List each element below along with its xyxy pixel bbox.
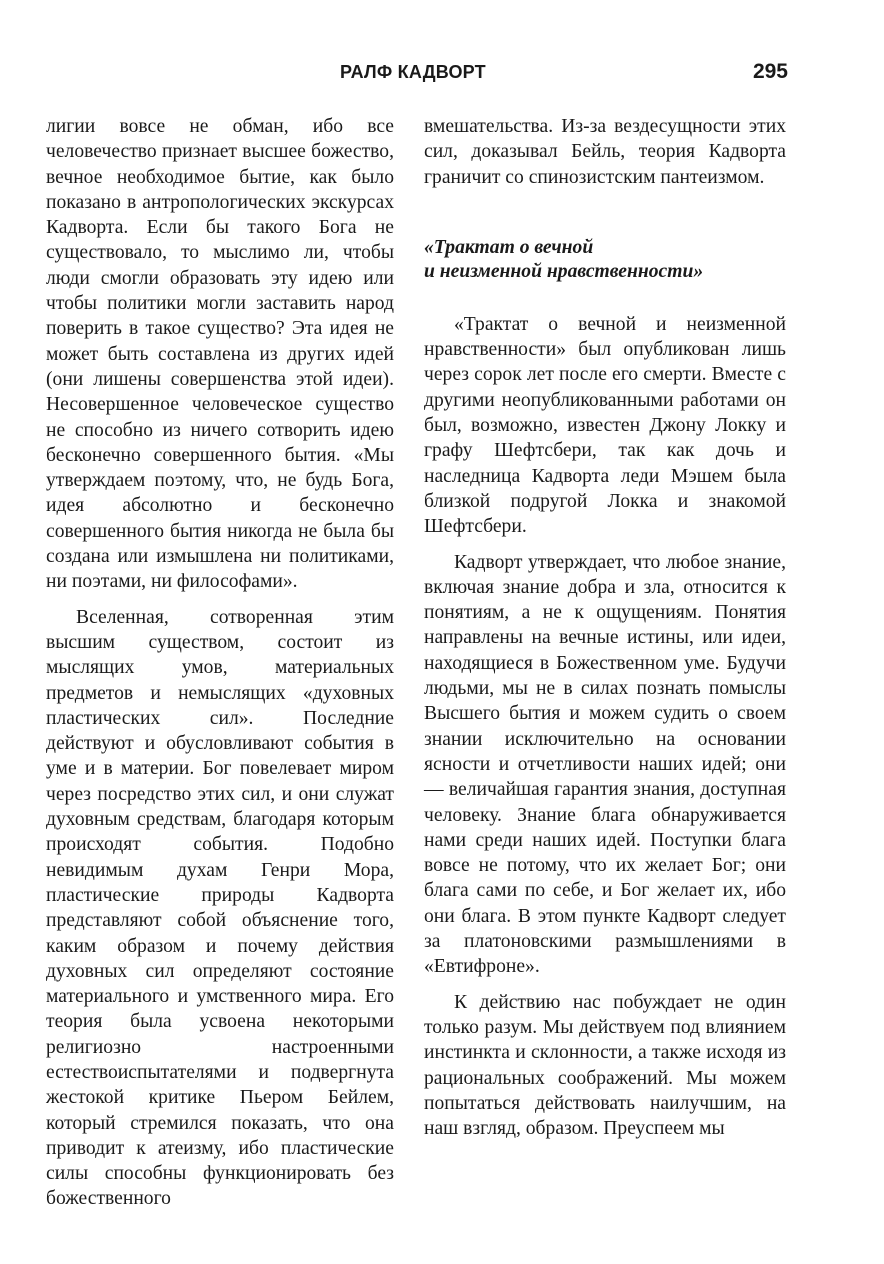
section-heading-line: «Трактат о вечной	[424, 236, 594, 258]
paragraph: К действию нас побуждает не один только разум. Мы действуем под влиянием инстинкта и склонности, а также исходя из рациональных соображений. Мы можем попытаться действовать наилучшим, на наш взгляд, образом. Преуспеем мы	[424, 991, 786, 1140]
paragraph: Кадворт утверждает, что любое знание, включая знание добра и зла, относится к понятиям, а не к ощущениям. Понятия направлены на вечные истины, или идеи, находящиеся в Божественном уме. Будучи людьми, мы не в силах познать помыслы Высшего бытия и можем судить о своем знании исключительно на основании ясности и отчетливости наших идей; они — величайшая гарантия знания, доступная человеку. Знание блага обнаруживается нами среди наших идей. Поступки блага вовсе не потому, что их желает Бог; они блага сами по себе, и Бог желает их, ибо они блага. В этом пункте Кадворт следует за платоновскими размышлениями в «Евтифроне».	[424, 551, 786, 978]
right-column	[424, 114, 786, 1141]
running-title: РАЛФ КАДВОРТ	[340, 62, 486, 82]
paragraph: «Трактат о вечной и неизменной нравственности» был опубликован лишь через сорок лет после его смерти. Вместе с другими неопубликованными работами он был, возможно, известен Джону Локку и графу Шефтсбери, так как дочь и наследница Кадворта леди Мэшем была близкой подругой Локка и знакомой Шефтсбери.	[424, 313, 786, 538]
section-heading	[424, 236, 786, 284]
paragraph: вмешательства. Из-за вездесущности этих сил, доказывал Бейль, теория Кадворта граничит со спинозистским пантеизмом.	[424, 116, 786, 188]
left-column	[46, 114, 394, 1212]
paragraph: лигии вовсе не обман, ибо все человечество признает высшее божество, вечное необходимое бытие, как было показано в антропологических экскурсах Кадворта. Если бы такого Бога не существовало, то мыслимо ли, чтобы люди смогли образовать эту идею или чтобы политики могли заставить народ поверить в такое существо? Эта идея не может быть составлена из других идей (они лишены совершенства этой идеи). Несовершенное человеческое существо не способно из ничего сотворить идею бесконечно совершенного бытия. «Мы утверждаем поэтому, что, не будь Бога, идея абсолютно и бесконечно совершенного бытия никогда не была бы создана или измышлена ни политиками, ни поэтами, ни философами».	[46, 116, 394, 593]
page-number: 295	[752, 60, 788, 83]
section-heading-line: и неизменной нравственности»	[424, 260, 704, 282]
paragraph: Вселенная, сотворенная этим высшим существом, состоит из мыслящих умов, материальных предметов и немыслящих «духовных пластических сил». Последние действуют и обусловливают события в уме и в материи. Бог повелевает миром через посредство этих сил, и они служат духовным средствам, благодаря которым происходят события. Подобно невидимым духам Генри Мора, пластические природы Кадворта представляют собой объяснение того, каким образом и почему действия духовных сил определяют состояние материального и умственного мира. Его теория была усвоена некоторыми религиозно настроенными естествоиспытателями и подвергнута жестокой критике Пьером Бейлем, который стремился показать, что она приводит к атеизму, ибо пластические силы способны функционировать без божественного	[46, 606, 394, 1210]
running-header	[0, 60, 884, 90]
